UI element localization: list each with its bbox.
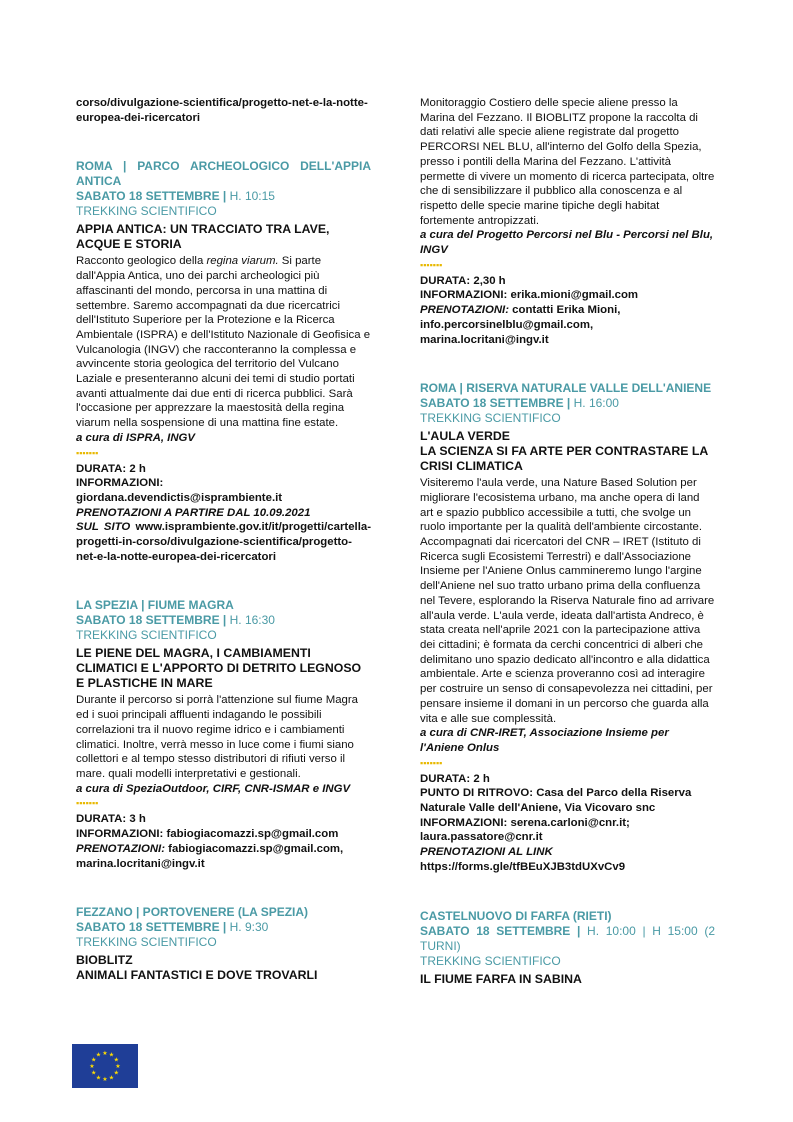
event-category: TREKKING SCIENTIFICO bbox=[76, 204, 217, 219]
event-date-day: SABATO 18 SETTEMBRE | bbox=[76, 613, 227, 628]
event-date bbox=[76, 189, 371, 204]
desc-part: Racconto geologico della bbox=[76, 255, 207, 268]
event-description bbox=[76, 254, 371, 430]
separator-dots: ▪▪▪▪▪▪▪ bbox=[420, 259, 443, 270]
left-column bbox=[76, 96, 371, 985]
event-time: H. 10:00 | H 15:00 (2 TURNI) bbox=[420, 923, 715, 953]
event-site[interactable] bbox=[76, 520, 371, 564]
event-bioblitz bbox=[76, 905, 371, 983]
bioblitz-booking[interactable] bbox=[420, 303, 715, 347]
flag-star: ★ bbox=[108, 1075, 115, 1082]
event-subtitle: ANIMALI FANTASTICI E DOVE TROVARLI bbox=[76, 968, 318, 983]
event-date bbox=[420, 924, 715, 954]
event-info[interactable]: INFORMAZIONI: giordana.devendictis@isprambiente.it bbox=[76, 477, 283, 504]
event-location: LA SPEZIA | FIUME MAGRA bbox=[76, 598, 234, 613]
event-date-day: SABATO 18 SETTEMBRE | bbox=[76, 920, 227, 935]
booking-contacts[interactable]: contatti Erika Mioni, info.percorsinelblu@gmail.com, marina.locritani@ingv.it bbox=[420, 304, 621, 346]
event-fiume-magra bbox=[76, 598, 371, 871]
flag-star: ★ bbox=[113, 1057, 119, 1064]
spacer bbox=[76, 125, 371, 159]
event-curator: a cura di ISPRA, INGV bbox=[76, 431, 196, 444]
desc-part: Si parte dall'Appia Antica, uno dei parchi archeologici più affascinanti del mondo, percorsa in una mattina di settembre. Saremo accompagnati da due ricercatrici dell'Istituto Superiore per la Protezione e la Ricerca Ambientale (ISPRA) e dell'Istituto Nazionale di Geofisica e Vulcanologia (INGV) che racconteranno la complessa e avvincente storia geologica del territorio del Vulcano Laziale e presenteranno alcuni dei temi di studio portati avanti attualmente dai due enti di ricerca pubblici. Sarà l'occasione per apprezzare la maestosità della regina viarum nella sospensione di una mattina fine estate. bbox=[76, 255, 371, 430]
event-time: H. 16:30 bbox=[226, 613, 275, 628]
flag-star: ★ bbox=[102, 1077, 108, 1083]
intro-link[interactable]: corso/divulgazione-scientifica/progetto-net-e-la-notte-europea-dei-ricercatori bbox=[76, 97, 368, 124]
booking-contacts[interactable]: fabiogiacomazzi.sp@gmail.com, marina.locritani@ingv.it bbox=[76, 842, 344, 870]
site-url[interactable]: www.isprambiente.gov.it/it/progetti/cartella-progetti-in-corso/divulgazione-scientifica/progetto-net-e-la-notte-europea-dei-ricercatori bbox=[76, 521, 371, 563]
event-location: ROMA | RISERVA NATURALE VALLE DELL'ANIENE bbox=[420, 381, 712, 396]
spacer bbox=[76, 564, 371, 598]
event-time: H. 10:15 bbox=[226, 189, 275, 204]
event-appia-antica bbox=[76, 159, 371, 564]
spacer bbox=[76, 871, 371, 905]
event-fiume-farfa bbox=[420, 909, 715, 987]
event-location: ROMA | PARCO ARCHEOLOGICO DELL'APPIA ANTICA bbox=[76, 159, 371, 189]
flag-star: ★ bbox=[115, 1064, 121, 1070]
flag-star: ★ bbox=[95, 1052, 102, 1059]
event-category: TREKKING SCIENTIFICO bbox=[420, 953, 561, 968]
right-column bbox=[420, 96, 715, 989]
event-date bbox=[76, 920, 371, 935]
event-time: H. 9:30 bbox=[226, 920, 269, 935]
bioblitz-info[interactable]: INFORMAZIONI: erika.mioni@gmail.com bbox=[420, 289, 639, 302]
event-aula-verde bbox=[420, 381, 715, 874]
event-date bbox=[420, 396, 715, 411]
event-booking[interactable] bbox=[76, 842, 371, 871]
event-title: IL FIUME FARFA IN SABINA bbox=[420, 971, 582, 986]
event-category: TREKKING SCIENTIFICO bbox=[420, 411, 561, 426]
event-subtitle: LA SCIENZA SI FA ARTE PER CONTRASTARE LA CRISI CLIMATICA bbox=[420, 444, 708, 474]
event-info[interactable]: INFORMAZIONI: fabiogiacomazzi.sp@gmail.com bbox=[76, 828, 339, 841]
event-curator: a cura di CNR-IRET, Associazione Insieme per l'Aniene Onlus bbox=[420, 727, 669, 754]
separator-dots: ▪▪▪▪▪▪▪ bbox=[420, 757, 443, 768]
event-location: FEZZANO | PORTOVENERE (LA SPEZIA) bbox=[76, 905, 309, 920]
desc-italic: regina viarum. bbox=[206, 255, 279, 268]
event-category: TREKKING SCIENTIFICO bbox=[76, 935, 217, 950]
flag-star: ★ bbox=[89, 1064, 95, 1070]
event-category: TREKKING SCIENTIFICO bbox=[76, 628, 217, 643]
event-date-day: SABATO 18 SETTEMBRE | bbox=[76, 189, 227, 204]
event-time: H. 16:00 bbox=[570, 396, 619, 411]
flag-star: ★ bbox=[102, 1051, 108, 1057]
spacer bbox=[420, 347, 715, 381]
flag-star: ★ bbox=[91, 1070, 97, 1077]
spacer bbox=[420, 875, 715, 909]
flag-star: ★ bbox=[108, 1052, 115, 1059]
eu-flag-icon bbox=[72, 1044, 138, 1088]
event-date-day: SABATO 18 SETTEMBRE | bbox=[420, 396, 571, 411]
flag-star: ★ bbox=[95, 1075, 102, 1082]
event-duration: DURATA: 2 h bbox=[76, 462, 146, 475]
site-label: SUL SITO bbox=[76, 521, 131, 534]
event-booking-link[interactable]: https://forms.gle/tfBEuXJB3tdUXvCv9 bbox=[420, 860, 626, 873]
event-booking bbox=[420, 845, 715, 860]
eu-flag-stars bbox=[72, 1044, 138, 1088]
event-title: L'AULA VERDE bbox=[420, 429, 510, 444]
booking-text: PRENOTAZIONI AL LINK bbox=[420, 846, 553, 859]
booking-label: PRENOTAZIONI: bbox=[76, 842, 166, 855]
event-title: LE PIENE DEL MAGRA, I CAMBIAMENTI CLIMATICI E L'APPORTO DI DETRITO LEGNOSO E PLASTICHE IN MARE bbox=[76, 646, 362, 691]
event-title: APPIA ANTICA: UN TRACCIATO TRA LAVE, ACQUE E STORIA bbox=[76, 222, 330, 252]
booking-label: PRENOTAZIONI: bbox=[420, 304, 510, 317]
bioblitz-curator: a cura del Progetto Percorsi nel Blu - Percorsi nel Blu, INGV bbox=[420, 229, 714, 257]
event-location: CASTELNUOVO DI FARFA (RIETI) bbox=[420, 908, 612, 923]
flag-star: ★ bbox=[113, 1070, 119, 1077]
event-date-day: SABATO 18 SETTEMBRE | bbox=[420, 923, 581, 938]
event-title: BIOBLITZ bbox=[76, 953, 133, 968]
separator-dots: ▪▪▪▪▪▪▪ bbox=[76, 447, 99, 458]
bioblitz-duration: DURATA: 2,30 h bbox=[420, 274, 506, 287]
event-duration: DURATA: 2 h bbox=[420, 772, 490, 785]
bioblitz-description: Monitoraggio Costiero delle specie aliene presso la Marina del Fezzano. Il BIOBLITZ propone la raccolta di dati relativi alle specie aliene registrate dal progetto PERCORSI NEL BLU, all'interno del Golfo della Spezia, presso i pontili della Marina del Fezzano. L'attività permette di vivere un momento di ricerca partecipata, oltre che di sensibilizzare il pubblico alla conoscenza e al rispetto delle specie marine tipiche degli habitat fortemente antropizzati. bbox=[420, 97, 715, 227]
separator-dots: ▪▪▪▪▪▪▪ bbox=[76, 798, 99, 809]
event-duration: DURATA: 3 h bbox=[76, 813, 146, 826]
event-description: Visiteremo l'aula verde, una Nature Based Solution per migliorare l'ecosistema urbano, ma anche opera di land art e spazio pubblico accessibile a tutti, che svolge un ruolo importante per la qualità dell'ambiente circostante. Accompagnati dai ricercatori del CNR – IRET (Istituto di Ricerca sugli Ecosistemi Terrestri) e dall'Associazione Insieme per l'Aniene Onlus cammineremo lungo l'argine dell'Aniene nel suo tratto urbano prima della confluenza nel Tevere, esplorando la Riserva Naturale fino ad arrivare all'aula verde. L'aula verde, ideata dall'artista Andreco, è stata creata nell'aprile 2021 con la partecipazione attiva dei cittadini; è formata da cerchi concentrici di alberi che delimitano uno spazio dedicato all'incontro e alla didattica ambientale. Arte e scienza proveranno così ad interagire per costruire un senso di consapevolezza nei cittadini, per pensare insieme il domani in un percorso che guarda alla vita e alle sue complessità. bbox=[420, 477, 715, 725]
event-booking bbox=[76, 506, 371, 521]
event-date bbox=[76, 613, 371, 628]
event-curator: a cura di SpeziaOutdoor, CIRF, CNR-ISMAR e INGV bbox=[76, 782, 351, 795]
event-description: Durante il percorso si porrà l'attenzione sul fiume Magra ed i suoi principali affluenti indagando le possibili correlazioni tra il nuovo regime idrico e i cambiamenti climatici. Inoltre, verrà messo in luce come i fiumi siano collettori e al tempo stesso distributori di rifiuti verso il mare. quali modelli interpretativi e gestionali. bbox=[76, 694, 359, 780]
flag-star: ★ bbox=[91, 1057, 97, 1064]
event-meeting-point: PUNTO DI RITROVO: Casa del Parco della Riserva Naturale Valle dell'Aniene, Via Vicovaro snc bbox=[420, 787, 692, 815]
event-info[interactable]: INFORMAZIONI: serena.carloni@cnr.it; laura.passatore@cnr.it bbox=[420, 816, 630, 844]
booking-text: PRENOTAZIONI A PARTIRE DAL 10.09.2021 bbox=[76, 506, 311, 519]
